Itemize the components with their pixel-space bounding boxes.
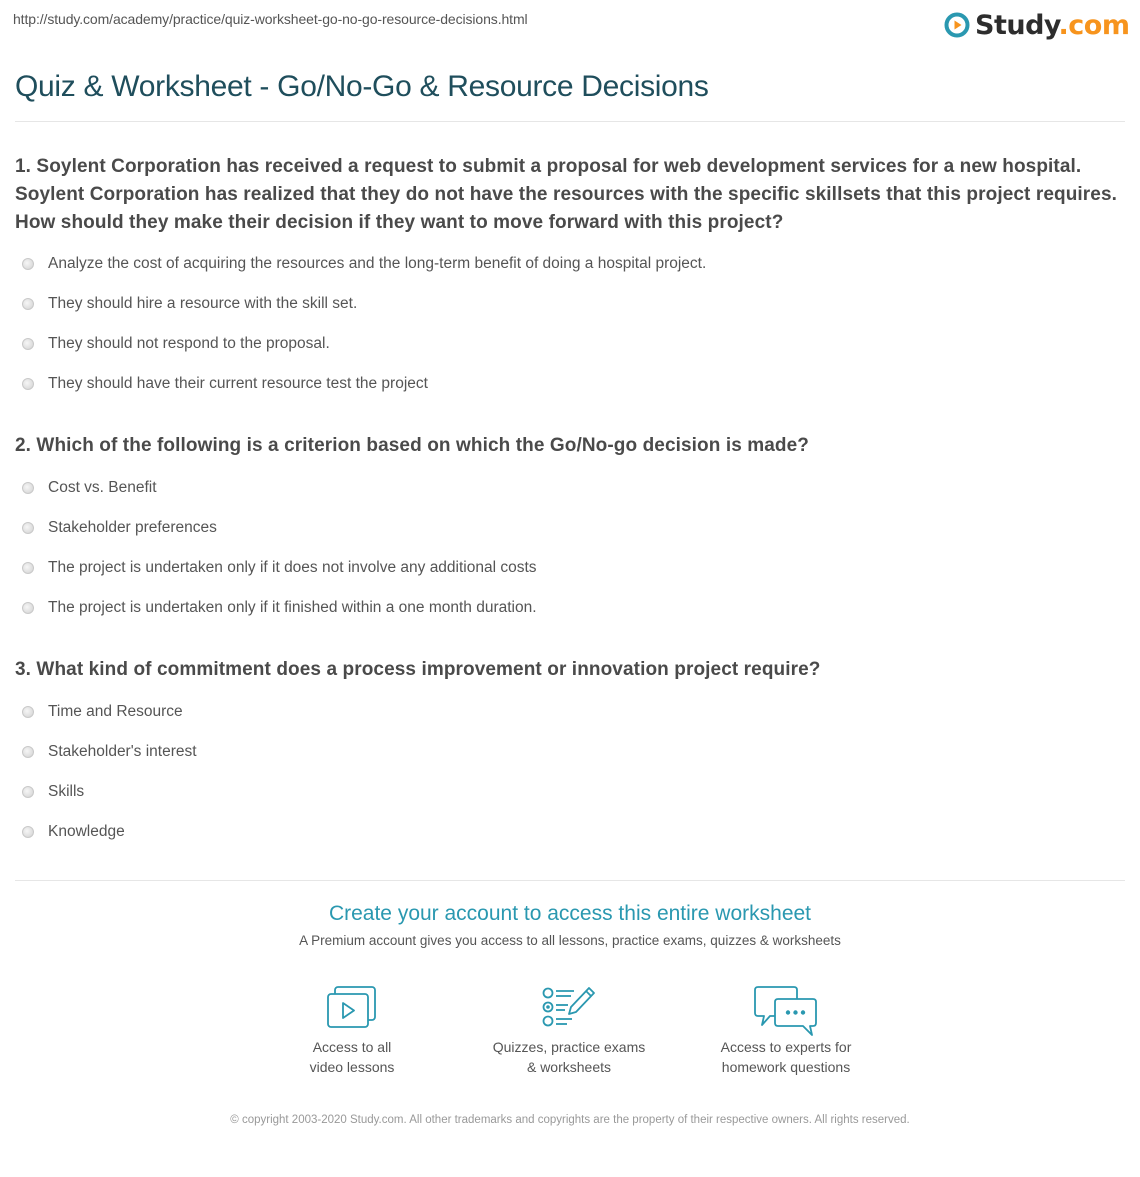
question-2-answers xyxy=(22,468,537,628)
video-lessons-icon xyxy=(326,985,378,1029)
chat-bubbles-icon xyxy=(754,985,818,1037)
copyright-footer: © copyright 2003-2020 Study.com. All other trademarks and copyrights are the property of their respective owners. All rights reserved. xyxy=(230,1114,910,1126)
answer-option[interactable]: Time and Resource xyxy=(22,692,197,732)
answer-option[interactable]: Knowledge xyxy=(22,812,197,852)
feature-video-line2: video lessons xyxy=(309,1059,395,1075)
radio-button-icon[interactable] xyxy=(22,298,34,310)
feature-experts xyxy=(686,985,886,1077)
feature-video-lessons xyxy=(252,985,452,1077)
study-logo[interactable] xyxy=(944,8,1129,42)
feature-video-line1: Access to all xyxy=(312,1039,392,1055)
cta-subtitle: A Premium account gives you access to all lessons, practice exams, quizzes & worksheets xyxy=(299,933,841,948)
feature-quizzes-line1: Quizzes, practice exams xyxy=(492,1039,646,1055)
answer-option[interactable]: Skills xyxy=(22,772,197,812)
radio-button-icon[interactable] xyxy=(22,378,34,390)
answer-option[interactable]: Stakeholder preferences xyxy=(22,508,537,548)
radio-button-icon[interactable] xyxy=(22,746,34,758)
page-url: http://study.com/academy/practice/quiz-worksheet-go-no-go-resource-decisions.html xyxy=(13,11,528,27)
answer-option[interactable]: Analyze the cost of acquiring the resources and the long-term benefit of doing a hospital project. xyxy=(22,244,706,284)
create-account-link[interactable]: Create your account to access this entire worksheet xyxy=(328,902,812,925)
radio-button-icon[interactable] xyxy=(22,562,34,574)
section-divider xyxy=(15,880,1125,881)
answer-option[interactable]: They should not respond to the proposal. xyxy=(22,324,706,364)
radio-button-icon[interactable] xyxy=(22,482,34,494)
question-3-text: 3. What kind of commitment does a process improvement or innovation project require? xyxy=(15,659,821,680)
page-title: Quiz & Worksheet - Go/No-Go & Resource Decisions xyxy=(15,70,709,103)
answer-option[interactable]: They should hire a resource with the skill set. xyxy=(22,284,706,324)
feature-quizzes-line2: & worksheets xyxy=(526,1059,612,1075)
feature-quizzes xyxy=(469,985,669,1077)
question-1-text: 1. Soylent Corporation has received a request to submit a proposal for web development services for a new hospital. Soylent Corporation has realized that they do not have the resources with the specific skillsets that this project requires. How should they make their decision if they want to move forward with this project? xyxy=(15,156,1117,233)
answer-option[interactable]: The project is undertaken only if it does not involve any additional costs xyxy=(22,548,537,588)
study-logo-icon xyxy=(944,12,970,38)
study-logo-text: Study.com xyxy=(975,9,1130,41)
radio-button-icon[interactable] xyxy=(22,338,34,350)
feature-experts-line2: homework questions xyxy=(721,1059,851,1075)
question-3-answers xyxy=(22,692,197,852)
radio-button-icon[interactable] xyxy=(22,706,34,718)
radio-button-icon[interactable] xyxy=(22,602,34,614)
question-1-answers xyxy=(22,244,706,404)
question-2-text: 2. Which of the following is a criterion based on which the Go/No-go decision is made? xyxy=(15,435,810,456)
answer-option[interactable]: Cost vs. Benefit xyxy=(22,468,537,508)
title-divider xyxy=(15,121,1125,122)
answer-option[interactable]: The project is undertaken only if it finished within a one month duration. xyxy=(22,588,537,628)
answer-option[interactable]: Stakeholder's interest xyxy=(22,732,197,772)
radio-button-icon[interactable] xyxy=(22,522,34,534)
radio-button-icon[interactable] xyxy=(22,786,34,798)
radio-button-icon[interactable] xyxy=(22,826,34,838)
answer-option[interactable]: They should have their current resource test the project xyxy=(22,364,706,404)
feature-experts-line1: Access to experts for xyxy=(720,1039,852,1055)
quiz-checklist-icon xyxy=(541,985,597,1029)
radio-button-icon[interactable] xyxy=(22,258,34,270)
